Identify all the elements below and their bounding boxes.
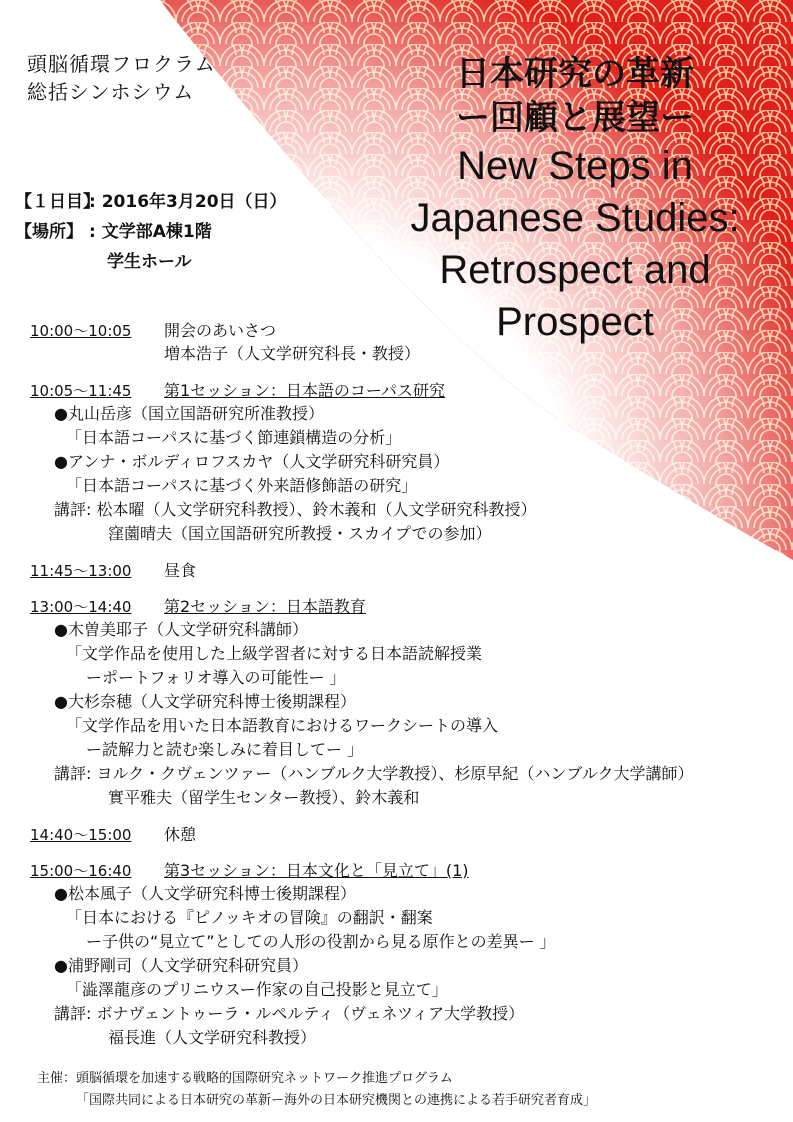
slot-title: 第2セッション：日本語教育 [164,597,366,616]
title-jp-line1: 日本研究の革新 [456,54,694,94]
slot-title: 休憩 [164,825,197,844]
schedule-slot-session3 [0,858,793,1050]
slot-title: 第1セッション：日本語のコーパス研究 [164,381,446,400]
title-en-line4: Prospect [496,300,654,344]
event-info [15,187,287,277]
title-en-line1: New Steps in [457,144,693,188]
schedule-slot-opening [0,318,793,366]
slot-time: 10:00〜10:05 [30,322,132,340]
discussant: 講評: ボナヴェントゥーラ・ルペルティ（ヴェネツィア大学教授） [54,1004,525,1023]
talk-subtitle: ー読解力と読む楽しみに着目してー 」 [86,740,364,759]
title-jp-line2: ー回顧と展望ー [456,98,694,138]
talk-subtitle: ー子供の“見立て”としての人形の役割から見る原作との差異ー 」 [86,932,556,951]
sponsor-line2: 「国際共同による日本研究の革新ー海外の日本研究機関との連携による若手研究者育成」 [76,1093,597,1108]
slot-time: 13:00〜14:40 [30,598,132,616]
presenter: ●大杉奈穂（人文学研究科博士後期課程） [54,692,356,711]
program-name [27,50,216,106]
program-name-line1: 頭脳循環フロクラム [27,52,216,76]
discussant: 講評: ヨルク・クヴェンツァー（ハンブルク大学教授）、杉原早紀（ハンブルク大学講師） [54,764,694,783]
presenter: ●木曽美耶子（人文学研究科講師） [54,620,308,639]
presenter: ●丸山岳彦（国立国語研究所准教授） [54,404,324,423]
discussant: 福長進（人文学研究科教授） [108,1028,317,1047]
talk-title: 「澁澤龍彦のプリニウスー作家の自己投影と見立て」 [66,980,448,999]
talk-title: 「文学作品を用いた日本語教育におけるワークシートの導入 [66,716,499,735]
sponsor-line1: 主催：頭脳循環を加速する戦略的国際研究ネットワーク推進プログラム [37,1071,453,1086]
event-date-row [15,187,287,217]
sponsor-info [0,1068,793,1112]
talk-title: 「文学作品を使用した上級学習者に対する日本語読解授業 [66,644,483,663]
slot-title: 開会のあいさつ [164,321,277,340]
slot-time: 10:05〜11:45 [30,382,132,400]
presenter: ●浦野剛司（人文学研究科研究員） [54,956,308,975]
title-en-line3: Retrospect and [439,248,711,292]
schedule-slot-break [0,822,793,846]
title-en-line2: Japanese Studies: [410,196,740,240]
place-value2: 学生ホール [107,252,192,272]
slot-title: 昼食 [164,561,197,580]
discussant: 講評: 松本曜（人文学研究科教授）、鈴木義和（人文学研究科教授） [54,500,537,519]
discussant: 窪薗晴夫（国立国語研究所教授・スカイプでの参加） [108,524,492,543]
talk-title: 「日本における『ピノッキオの冒険』の翻訳・翻案 [66,908,433,927]
slot-time: 14:40〜15:00 [30,826,132,844]
presenter: ●アンナ・ボルディロフスカヤ（人文学研究科研究員） [54,452,450,471]
event-place-row [15,217,287,247]
event-place-row2 [15,247,287,277]
slot-time: 15:00〜16:40 [30,862,132,880]
program-name-line2: 総括シンホシウム [27,80,195,104]
schedule-slot-lunch [0,558,793,582]
schedule [0,318,793,1062]
date-value: : 2016年3月20日（日） [89,192,287,212]
slot-time: 11:45〜13:00 [30,562,132,580]
place-label: 【場所】 [15,222,83,242]
presenter: ●松本風子（人文学研究科博士後期課程） [54,884,356,903]
talk-title: 「日本語コーパスに基づく節連鎖構造の分析」 [66,428,402,447]
date-label: 【１日目】 [15,192,100,212]
symposium-title [385,52,765,348]
talk-subtitle: ーポートフォリオ導入の可能性ー 」 [86,668,346,687]
slot-speaker: 増本浩子（人文学研究科長・教授） [164,344,421,363]
talk-title: 「日本語コーパスに基づく外来語修飾語の研究」 [66,476,418,495]
discussant: 實平雅夫（留学生センター教授）、鈴木義和 [108,788,420,807]
slot-title: 第3セッション：日本文化と「見立て」(1) [164,861,469,880]
place-value: : 文学部A棟1階 [89,222,212,242]
schedule-slot-session2 [0,594,793,810]
schedule-slot-session1 [0,378,793,546]
